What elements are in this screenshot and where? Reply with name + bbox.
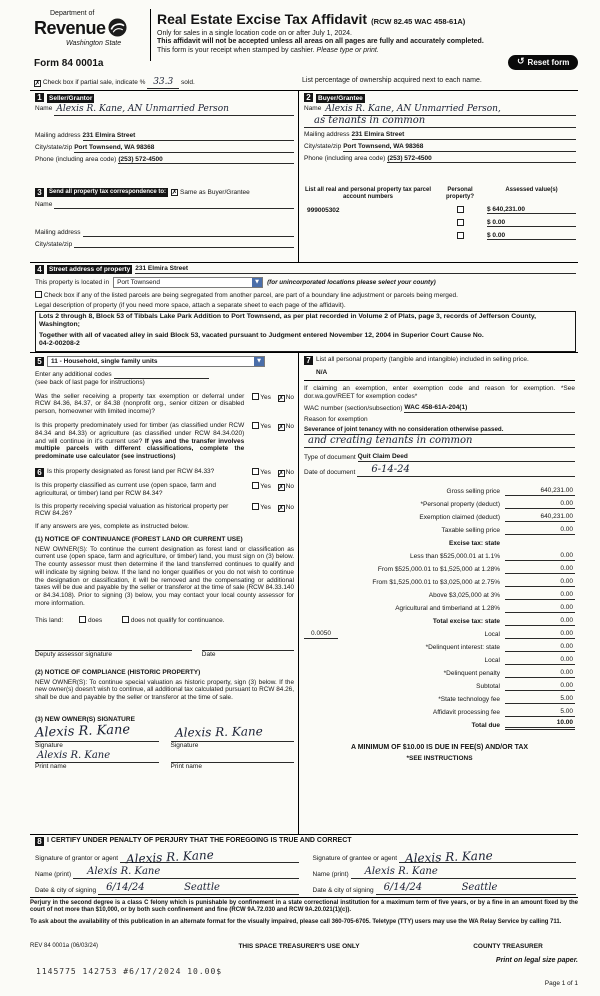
grantee-signature-label: Signature of grantee or agent bbox=[312, 855, 398, 863]
new-owner-print-block-1 bbox=[35, 750, 159, 771]
exemption-claimed-value[interactable]: 640,231.00 bbox=[505, 513, 575, 522]
certification-section bbox=[30, 834, 578, 897]
segregated-checkbox[interactable] bbox=[35, 291, 42, 298]
deputy-assessor-label: Deputy assessor signature bbox=[35, 651, 112, 659]
checkmark: ✗ bbox=[278, 422, 285, 431]
buyer-mailing-field[interactable] bbox=[352, 131, 576, 140]
money-row bbox=[304, 665, 575, 678]
money-label: From $1,525,000.01 to $3,025,000 at 2.75% bbox=[372, 579, 500, 587]
grantee-certification-block bbox=[312, 848, 577, 895]
grantor-name-print-label: Name (print) bbox=[35, 871, 72, 879]
correspondence-section bbox=[30, 186, 298, 262]
notice-compliance-text: NEW OWNER(S): To continue special valuation as historic property, sign (3) below. If the new owner(s) doesn't wish to continue, all additional tax calculated pursuant to RCW 84.26, shall be due and payable by the seller or transferor at the time of sale. bbox=[35, 678, 294, 702]
document-type-field[interactable] bbox=[358, 453, 575, 462]
grantor-name-print-ink: Alexis R. Kane bbox=[87, 866, 161, 877]
segregated-label: Check box if any of the listed parcels are being segregated from another parcel, are part of a boundary line adjustment or parcels being merged. bbox=[43, 292, 458, 299]
same-as-buyer-checkbox[interactable] bbox=[171, 189, 178, 196]
tier1-tax-value[interactable]: 0.00 bbox=[505, 552, 575, 561]
money-row bbox=[304, 509, 575, 522]
location-dropdown[interactable] bbox=[113, 277, 263, 288]
correspondence-heading: Send all property tax correspondence to: bbox=[49, 189, 167, 195]
checkmark: ✗ bbox=[171, 188, 178, 196]
new-owner-signature-block-2 bbox=[170, 723, 295, 750]
grantor-certification-block bbox=[35, 847, 313, 895]
wac-number-field[interactable] bbox=[404, 404, 575, 413]
perjury-notice: Perjury in the second degree is a class C felony which is punishable by confinement in a state correctional institution for a maximum term of five years, or by a fine in an amount fixed by the court of not more than $10,000, or by both such confinement and fine (RCW 9A.72.030 and RCW 9A.20.021(1)(c)). bbox=[30, 897, 578, 917]
personal-property-heading: List all personal property (tangible and intangible) included in selling price. bbox=[316, 356, 529, 363]
subtotal-value[interactable]: 0.00 bbox=[505, 682, 575, 691]
new-owner-print-block-2 bbox=[171, 761, 295, 771]
seller-city-label: City/state/zip bbox=[35, 143, 73, 151]
see-instructions-note: *SEE INSTRUCTIONS bbox=[406, 754, 473, 762]
additional-codes-label: Enter any additional codes bbox=[35, 371, 112, 378]
money-row bbox=[304, 483, 575, 496]
money-row bbox=[304, 587, 575, 600]
buyer-city-value: Port Townsend, WA 98368 bbox=[343, 142, 424, 150]
treasurer-row bbox=[30, 943, 578, 951]
grantee-date-city-label: Date & city of signing bbox=[312, 887, 374, 895]
document-type-label: Type of document bbox=[304, 454, 356, 462]
yes-label: Yes bbox=[260, 393, 271, 401]
does-not-label: does not qualify for continuance. bbox=[130, 617, 225, 625]
parties-section bbox=[30, 90, 578, 186]
sold-label: sold. bbox=[181, 79, 195, 86]
reset-form-label: Reset form bbox=[527, 58, 570, 67]
historic-property-no-checkbox[interactable] bbox=[278, 505, 285, 512]
grantor-name-print-field[interactable] bbox=[73, 868, 298, 879]
money-label: Affidavit processing fee bbox=[432, 709, 500, 717]
additional-codes-field[interactable] bbox=[114, 371, 209, 379]
property-address-section bbox=[30, 262, 578, 352]
money-label: Exemption claimed (deduct) bbox=[419, 514, 500, 522]
money-row bbox=[304, 626, 575, 639]
affidavit-processing-fee-value[interactable]: 5.00 bbox=[505, 708, 575, 717]
seller-phone-label: Phone (including area code) bbox=[35, 155, 117, 163]
divider bbox=[304, 380, 575, 381]
seller-phone-field[interactable] bbox=[118, 156, 294, 165]
no-label: No bbox=[285, 422, 294, 430]
delinquent-penalty-value[interactable]: 0.00 bbox=[505, 669, 575, 678]
partial-sale-percent-value: 33.3 bbox=[153, 77, 174, 87]
section-4-number: 4 bbox=[35, 265, 44, 274]
parcel-table bbox=[298, 186, 578, 262]
money-label: *Delinquent penalty bbox=[443, 670, 500, 678]
location-dropdown-value: Port Townsend bbox=[117, 278, 160, 286]
no-label: No bbox=[285, 503, 294, 511]
new-owner-signature-title: (3) NEW OWNER(S) SIGNATURE bbox=[35, 715, 135, 723]
seller-grantor-heading: Seller/Grantor bbox=[49, 95, 93, 102]
buyer-mailing-value: 231 Elmira Street bbox=[351, 131, 405, 138]
current-use-no-checkbox[interactable] bbox=[278, 484, 285, 491]
yes-label: Yes bbox=[260, 468, 271, 476]
tier2-tax-value[interactable]: 0.00 bbox=[505, 565, 575, 574]
personal-property-checkbox-3[interactable] bbox=[457, 232, 464, 239]
money-row bbox=[304, 717, 575, 730]
partial-sale-checkbox[interactable] bbox=[34, 80, 41, 87]
section-2-number: 2 bbox=[304, 93, 313, 102]
property-located-label: This property is located in bbox=[35, 278, 110, 286]
correspondence-parcels-section bbox=[30, 186, 578, 262]
current-use-yes-checkbox[interactable] bbox=[252, 482, 259, 489]
tier3-tax-value[interactable]: 0.00 bbox=[505, 578, 575, 587]
money-row bbox=[304, 522, 575, 535]
reason-for-exemption-label: Reason for exemption bbox=[304, 416, 368, 424]
dropdown-arrow-icon bbox=[252, 278, 262, 287]
partial-sale-row bbox=[34, 77, 578, 89]
if-yes-note: If any answers are yes, complete as instructed below. bbox=[35, 523, 189, 531]
new-owner-print-ink-1: Alexis R. Kane bbox=[37, 750, 111, 762]
correspondence-mailing-field[interactable] bbox=[83, 229, 294, 237]
money-row bbox=[304, 548, 575, 561]
section-5-6-column bbox=[30, 353, 298, 834]
personal-property-checkbox-1[interactable] bbox=[457, 206, 464, 213]
correspondence-city-field[interactable] bbox=[74, 241, 294, 249]
seller-name-field[interactable] bbox=[54, 105, 294, 116]
note-not-accepted: This affidavit will not be accepted unless all areas on all pages are fully and accurately completed. bbox=[157, 38, 484, 46]
predominate-use-question: Is this property predominately used for timber (as classified under RCW 84.34 and 84.33) or agriculture (as classified under RCW 84.34.020) and will continue in it's current use? bbox=[35, 421, 245, 445]
use-and-tax-section bbox=[30, 352, 578, 834]
buyer-name-label: Name bbox=[304, 105, 322, 112]
wac-number-value: WAC 458-61A-204(1) bbox=[404, 404, 468, 412]
alternate-format-notice: To ask about the availability of this publication in an alternate format for the visually impaired, please call 360-705-6705. Teletype (TTY) users may use the WA Relay Service by calling 711. bbox=[30, 919, 562, 925]
assessed-value-1[interactable]: $ 640,231.00 bbox=[487, 206, 576, 215]
treasurer-use-only-label: THIS SPACE TREASURER'S USE ONLY bbox=[238, 943, 360, 950]
grantee-name-print-ink: Alexis R. Kane bbox=[364, 866, 438, 877]
personal-property-checkbox-2[interactable] bbox=[457, 219, 464, 226]
taxable-selling-price-value[interactable]: 0.00 bbox=[505, 526, 575, 535]
title-rcw-reference: (RCW 82.45 WAC 458-61A) bbox=[371, 17, 466, 26]
reason-handwritten-value: and creating tenants in common bbox=[308, 435, 473, 447]
checkmark: ✗ bbox=[278, 393, 285, 402]
personal-property-deduct-value[interactable]: 0.00 bbox=[505, 500, 575, 509]
section-5-number: 5 bbox=[35, 357, 44, 366]
grantor-signature-ink: Alexis R. Kane bbox=[125, 847, 215, 866]
seller-mailing-label: Mailing address bbox=[35, 132, 81, 139]
historic-property-yes-checkbox[interactable] bbox=[252, 503, 259, 510]
forest-land-question: Is this property designated as forest land per RCW 84.33? bbox=[47, 467, 215, 475]
personal-property-column-header: Personal property? bbox=[445, 187, 474, 201]
grantee-date-city-field[interactable] bbox=[376, 884, 576, 895]
title-block bbox=[157, 11, 561, 55]
state-technology-fee-value[interactable]: 5.00 bbox=[505, 695, 575, 704]
county-treasurer-label: COUNTY TREASURER bbox=[473, 943, 543, 950]
dept-of-label: Department of bbox=[50, 10, 95, 17]
does-label: does bbox=[88, 617, 103, 625]
correspondence-name-label: Name bbox=[35, 201, 53, 208]
section-7-number: 7 bbox=[304, 356, 313, 365]
additional-codes-note: (see back of last page for instructions) bbox=[35, 378, 145, 386]
grantor-date-ink: 6/14/24 bbox=[106, 882, 145, 893]
document-date-value: 6-14-24 bbox=[371, 464, 410, 476]
reset-form-button[interactable] bbox=[508, 55, 578, 70]
money-label: Gross selling price bbox=[446, 488, 500, 496]
money-label: Excise tax: state bbox=[449, 540, 500, 548]
buyer-city-field[interactable] bbox=[343, 143, 576, 152]
grantor-signature-field[interactable] bbox=[120, 847, 298, 866]
tier4-tax-value[interactable]: 0.00 bbox=[505, 591, 575, 600]
money-row bbox=[304, 561, 575, 574]
notice-continuance-text: NEW OWNER(S): To continue the current designation as forest land or classification as current use (open space, farm and agriculture, or timber) land, you must sign on (3) below. The county assessor must then determine if the land transferred continues to qualify and will indicate by signing below. If the land no longer qualifies or you do not wish to continue the designation or classification, it will be removed and the compensating or additional taxes will be due and payable by the seller or transferor at the time of sale (RCW 84.33.140 or 84.34.108). Prior to signing (3) below, you may contact your local county assessor for more information. bbox=[35, 545, 294, 607]
print-name-label: Print name bbox=[35, 763, 67, 771]
buyer-phone-value: (253) 572-4500 bbox=[387, 154, 432, 162]
partial-sale-percent-field[interactable] bbox=[147, 77, 179, 89]
tax-exemption-question: Was the seller receiving a property tax exemption or deferral under RCW 84.36, 84.37, or 84.38 (nonprofit org., senior citizen or disabled person, homeowner with limited income)? bbox=[35, 392, 245, 416]
seller-name-value: Alexis R. Kane, AN Unmarried Person bbox=[56, 104, 229, 115]
checkmark: ✗ bbox=[278, 482, 285, 491]
note-single-location: Only for sales in a single location code on or after July 1, 2024. bbox=[157, 29, 352, 37]
buyer-phone-field[interactable] bbox=[387, 155, 576, 164]
seller-mailing-value: 231 Elmira Street bbox=[82, 132, 136, 139]
document-date-label: Date of document bbox=[304, 469, 356, 477]
grantee-city-ink: Seattle bbox=[461, 882, 498, 893]
forest-land-no-checkbox[interactable] bbox=[278, 470, 285, 477]
page-title: Real Estate Excise Tax Affidavit bbox=[157, 11, 368, 27]
money-row bbox=[304, 496, 575, 509]
unincorporated-note: (for unincorporated locations please select your county) bbox=[267, 278, 436, 286]
correspondence-city-label: City/state/zip bbox=[35, 240, 73, 248]
deputy-date-field[interactable] bbox=[202, 641, 294, 651]
forest-land-yes-checkbox[interactable] bbox=[252, 468, 259, 475]
page-indicator: Page 1 of 1 bbox=[544, 980, 578, 987]
document-type-value: Quit Claim Deed bbox=[357, 453, 408, 461]
parcel-number-value[interactable]: 999005302 bbox=[307, 206, 340, 214]
section-6-number: 6 bbox=[35, 468, 44, 477]
money-label: Local bbox=[484, 631, 500, 639]
checkmark: ✗ bbox=[278, 503, 285, 512]
seller-name-label: Name bbox=[35, 105, 53, 112]
buyer-name-value-2: as tenants in common bbox=[314, 115, 426, 126]
same-as-buyer-label: Same as Buyer/Grantee bbox=[180, 188, 250, 196]
cashier-stamp: 1145775 142753 #6/17/2024 10.00$ bbox=[36, 967, 223, 976]
legal-paper-note: Print on legal size paper. bbox=[495, 957, 578, 964]
section-7-column bbox=[298, 353, 578, 834]
correspondence-name-field[interactable] bbox=[54, 201, 294, 209]
money-label: Local bbox=[484, 657, 500, 665]
dropdown-arrow-icon bbox=[254, 357, 264, 366]
money-label: Total excise tax: state bbox=[432, 618, 500, 626]
grantee-signature-ink: Alexis R. Kane bbox=[404, 848, 494, 866]
buyer-grantee-section bbox=[298, 91, 578, 186]
historic-property-question: Is this property receiving special valuation as historical property per RCW 84.26? bbox=[35, 502, 229, 518]
parcel-row bbox=[303, 201, 576, 214]
money-row bbox=[304, 613, 575, 626]
deputy-date-label: Date bbox=[201, 651, 216, 659]
buyer-name-value: Alexis R. Kane, AN Unmarried Person, bbox=[325, 104, 501, 115]
new-owner-signature-ink-1: Alexis R. Kane bbox=[34, 721, 131, 741]
money-row bbox=[304, 535, 575, 548]
use-code-value: 11 - Household, single family units bbox=[51, 357, 158, 365]
partial-sale-label: Check box if partial sale, indicate % bbox=[42, 79, 146, 86]
dor-logo-icon bbox=[108, 18, 127, 40]
revenue-wordmark: Revenue bbox=[34, 18, 106, 39]
street-address-field[interactable] bbox=[135, 265, 576, 274]
print-name-label: Print name bbox=[170, 763, 202, 771]
grantee-date-ink: 6/14/24 bbox=[383, 882, 423, 893]
money-row bbox=[304, 704, 575, 717]
predominate-use-no-checkbox[interactable] bbox=[278, 424, 285, 431]
section-8-number: 8 bbox=[35, 837, 44, 846]
minimum-due-note: A MINIMUM OF $10.00 IS DUE IN FEE(S) AND/OR TAX bbox=[350, 744, 529, 752]
exemption-note: If claiming an exemption, enter exemption code and reason for exemption. *See dor.wa.gov/REET for exemption codes* bbox=[304, 384, 575, 400]
deputy-assessor-block bbox=[35, 641, 192, 659]
assessed-value-column-header: Assessed value(s) bbox=[505, 187, 558, 193]
grantee-signature-field[interactable] bbox=[399, 848, 576, 866]
reason-for-exemption-field[interactable]: Severance of joint tenancy with no consideration otherwise passed. bbox=[304, 424, 575, 435]
money-label: Subtotal bbox=[476, 683, 500, 691]
no-label: No bbox=[285, 482, 294, 490]
buyer-name-field-2[interactable] bbox=[304, 117, 576, 128]
reason-for-exemption-field-2[interactable] bbox=[304, 435, 575, 448]
local-rate-value[interactable]: 0.0050 bbox=[304, 630, 338, 639]
parcel-row bbox=[303, 227, 576, 240]
notice-compliance-title: (2) NOTICE OF COMPLIANCE (HISTORIC PROPERTY) bbox=[35, 668, 201, 676]
tax-exemption-no-checkbox[interactable] bbox=[278, 395, 285, 402]
checkmark: ✗ bbox=[34, 79, 41, 87]
correspondence-mailing-label: Mailing address bbox=[35, 228, 81, 236]
grantee-name-print-field[interactable] bbox=[351, 868, 576, 879]
gross-selling-price-value[interactable]: 640,231.00 bbox=[505, 487, 575, 496]
predominate-use-yes-checkbox[interactable] bbox=[252, 422, 259, 429]
money-row bbox=[304, 652, 575, 665]
legal-description-label: Legal description of property (if you need more space, attach a separate sheet to each page of the affidavit). bbox=[35, 301, 346, 309]
header-divider bbox=[150, 9, 151, 61]
seller-mailing-field[interactable] bbox=[83, 132, 294, 141]
money-row bbox=[304, 678, 575, 691]
deputy-assessor-signature-field[interactable] bbox=[35, 641, 192, 651]
document-date-field[interactable] bbox=[357, 466, 575, 477]
legal-description-line-2: Together with all of vacated alley in said Block 53, vacated pursuant to Judgment entered November 12, 2004 in Superior Court Cause No. bbox=[39, 331, 484, 339]
buyer-phone-label: Phone (including area code) bbox=[304, 154, 386, 162]
section-1-number: 1 bbox=[35, 93, 44, 102]
signature-label: Signature bbox=[170, 741, 199, 749]
does-qualify-checkbox[interactable] bbox=[79, 616, 86, 623]
local-tax-value[interactable]: 0.00 bbox=[505, 630, 575, 639]
excise-tax-table bbox=[304, 483, 575, 730]
assessed-value-3[interactable]: $ 0.00 bbox=[487, 232, 576, 241]
checkmark: ✗ bbox=[278, 468, 285, 477]
section-3-number: 3 bbox=[35, 188, 44, 197]
arrow-glyph: ▼ bbox=[257, 358, 261, 364]
grantor-date-city-field[interactable] bbox=[98, 884, 298, 895]
assessed-value-2[interactable]: $ 0.00 bbox=[487, 219, 576, 228]
yes-label: Yes bbox=[260, 422, 271, 430]
use-code-dropdown[interactable] bbox=[47, 356, 265, 367]
signature-label: Signature bbox=[35, 741, 63, 749]
no-label: No bbox=[285, 393, 294, 401]
ownership-percentage-note: List percentage of ownership acquired next to each name. bbox=[302, 77, 482, 84]
money-label: *Delinquent interest: state bbox=[425, 644, 500, 652]
delinquent-interest-state-value[interactable]: 0.00 bbox=[505, 643, 575, 652]
legal-description-line-1: Lots 2 through 8, Block 53 of Tibbals Lake Park Addition to Port Townsend, as per plat recorded in Volume 2 of Plats, page 3, records of Jefferson County, Washington; bbox=[39, 312, 537, 328]
street-address-value: 231 Elmira Street bbox=[135, 265, 189, 273]
money-label: Total due bbox=[471, 722, 500, 730]
seller-city-value: Port Townsend, WA 98368 bbox=[74, 143, 155, 151]
agricultural-timberland-value[interactable]: 0.00 bbox=[505, 604, 575, 613]
form-number: Form 84 0001a bbox=[34, 58, 104, 69]
grantor-signature-label: Signature of grantor or agent bbox=[35, 855, 119, 863]
new-owner-signature-ink-2: Alexis R. Kane bbox=[174, 723, 263, 740]
buyer-grantee-heading: Buyer/Grantee bbox=[318, 95, 363, 102]
grantor-date-city-label: Date & city of signing bbox=[35, 887, 97, 895]
predominate-use-question-bold: If yes and the transfer involves multiple parcels with different classifications, complete the predominate use calculator (see instructions) bbox=[35, 437, 245, 461]
money-row bbox=[304, 600, 575, 613]
yes-label: Yes bbox=[260, 482, 271, 490]
money-label: Agricultural and timberland at 1.28% bbox=[395, 605, 500, 613]
reset-icon: ↺ bbox=[517, 57, 525, 67]
money-label: *Personal property (deduct) bbox=[420, 501, 500, 509]
total-due-value[interactable]: 10.00 bbox=[505, 719, 575, 730]
note-type-or-print: Please type or print. bbox=[316, 46, 379, 54]
note-receipt: This form is your receipt when stamped by cashier. bbox=[157, 46, 315, 54]
partial-sale-field bbox=[34, 77, 302, 89]
this-land-label: This land: bbox=[35, 616, 64, 624]
street-address-heading: Street address of property bbox=[49, 266, 131, 273]
money-label: Taxable selling price bbox=[441, 527, 500, 535]
delinquent-interest-local-value[interactable]: 0.00 bbox=[505, 656, 575, 665]
certification-heading: I CERTIFY UNDER PENALTY OF PERJURY THAT THE FOREGOING IS TRUE AND CORRECT bbox=[47, 837, 352, 845]
grantor-city-ink: Seattle bbox=[184, 882, 220, 893]
legal-description-box[interactable] bbox=[35, 311, 576, 352]
seller-phone-value: (253) 572-4500 bbox=[118, 155, 163, 163]
personal-property-value[interactable]: N/A bbox=[316, 369, 328, 376]
new-owner-signature-block-1 bbox=[34, 721, 159, 750]
seller-city-field[interactable] bbox=[74, 144, 294, 153]
seller-grantor-section bbox=[30, 91, 298, 186]
washington-state-label: Washington State bbox=[66, 40, 122, 48]
grantee-name-print-label: Name (print) bbox=[312, 871, 349, 879]
dor-logo-block bbox=[34, 10, 148, 49]
tax-exemption-yes-checkbox[interactable] bbox=[252, 393, 259, 400]
parcel-column-header: List all real and personal property tax parcel account numbers bbox=[304, 187, 432, 201]
arrow-glyph: ▼ bbox=[255, 279, 259, 285]
money-label: Less than $525,000.01 at 1.1% bbox=[410, 553, 500, 561]
money-row bbox=[304, 574, 575, 587]
current-use-question: Is this property classified as current use (open space, farm and agricultural, or timber) land per RCW 84.34? bbox=[35, 481, 217, 497]
yes-label: Yes bbox=[260, 503, 271, 511]
wac-number-label: WAC number (section/subsection) bbox=[304, 405, 403, 413]
total-excise-state-value[interactable]: 0.00 bbox=[505, 617, 575, 626]
parcel-row bbox=[303, 214, 576, 227]
money-row bbox=[304, 691, 575, 704]
buyer-city-label: City/state/zip bbox=[304, 142, 342, 150]
rev-form-code: REV 84 0001a (06/03/24) bbox=[30, 943, 99, 949]
no-label: No bbox=[285, 468, 294, 476]
money-label: *State technology fee bbox=[438, 696, 500, 704]
money-label: From $525,000.01 to $1,525,000 at 1.28% bbox=[377, 566, 500, 574]
legal-description-line-3: 04-2-00208-2 bbox=[39, 340, 80, 348]
notice-continuance-title: (1) NOTICE OF CONTINUANCE (FOREST LAND OR CURRENT USE) bbox=[35, 535, 243, 543]
money-row bbox=[304, 639, 575, 652]
money-label: Above $3,025,000 at 3% bbox=[428, 592, 500, 600]
buyer-mailing-label: Mailing address bbox=[304, 131, 350, 138]
deputy-date-block bbox=[202, 641, 294, 659]
does-not-qualify-checkbox[interactable] bbox=[122, 616, 129, 623]
